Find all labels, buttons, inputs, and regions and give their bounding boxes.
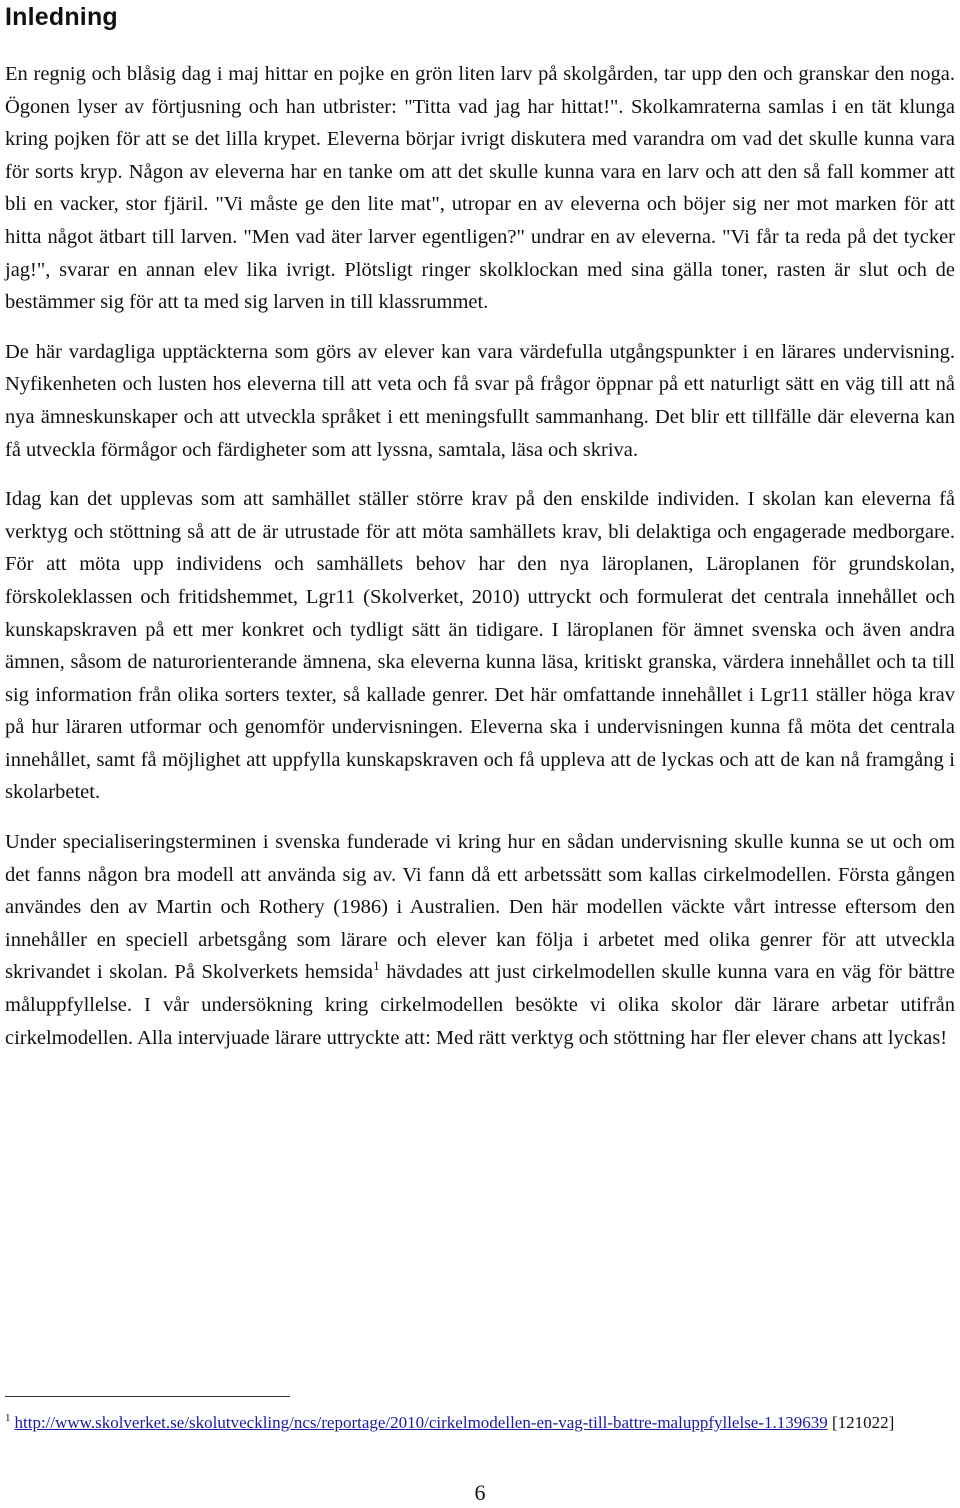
paragraph-intro-story: En regnig och blåsig dag i maj hittar en pojke en grön liten larv på skolgården, tar upp den och granskar den noga. Ögonen lyser av förtjusning och han utbrister: "Titta vad jag har hittat!". Skolkamraterna samlas i en tät klunga kring pojken för att se det lilla krypet. Eleverna börjar ivrigt diskutera med varandra om vad det skulle kunna vara för sorts kryp. Någon av eleverna har en tanke om att det skulle kunna vara en larv och att den så fall kommer att bli en vacker, stor fjäril. "Vi måste ge den lite mat", utropar en av eleverna och böjer sig ner mot marken för att hitta något ätbart till larven. "Men vad äter larver egentligen?" undrar en av eleverna. "Vi får ta reda på det tycker jag!", svarar en annan elev lika ivrigt. Plötsligt ringer skolklockan med sina gälla toner, rasten är slut och de bestämmer sig för att ta med sig larven in till klassrummet.	[5, 63, 955, 314]
paragraph-curriculum: Idag kan det upplevas som att samhället ställer större krav på den enskilde individen. I skolan kan eleverna få verktyg och stöttning så att de är utrustade för att möta samhällets krav, bli delaktiga och engagerade medborgare. För att möta upp individens och samhällets behov har den nya läroplanen, Läroplanen för grundskolan, förskoleklassen och fritidshemmet, Lgr11 (Skolverket, 2010) uttryckt och formulerat det centrala innehållet och kunskapskraven på ett mer konkret och tydligt sätt än tidigare. I läroplanen för ämnet svenska och även andra ämnen, såsom de naturorienterande ämnena, ska eleverna kunna läsa, kritiskt granska, värdera innehållet och ta till sig information från olika sorters texter, så kallade genrer. Det här omfattande innehållet i Lgr11 ställer höga krav på hur läraren utformar och genomför undervisningen. Eleverna ska i undervisningen kunna få möta det centrala innehållet, samt få möjlighet att uppfylla kunskapskraven och få uppleva att de lyckas och att de kan nå framgång i skolarbetet.	[5, 488, 955, 804]
footnote-reference[interactable]: 1	[373, 958, 380, 974]
section-heading: Inledning	[5, 3, 118, 31]
document-page	[5, 0, 955, 1432]
footnote-separator	[5, 1396, 290, 1397]
paragraph-everyday-discoveries: De här vardagliga upptäckterna som görs av elever kan vara värdefulla utgångspunkter i en lärares undervisning. Nyfikenheten och lusten hos eleverna till att veta och få svar på frågor öppnar på ett naturligt sätt en väg till att nå nya ämneskunskaper och att utveckla språket i ett meningsfullt sammanhang. Det blir ett tillfälle där eleverna kan få utveckla förmågor och färdigheter som att lyssna, samtala, läsa och skriva.	[5, 340, 955, 461]
footnote-date: [121022]	[827, 1413, 895, 1432]
footnote	[5, 1410, 955, 1435]
footnote-number: 1	[5, 1412, 11, 1425]
page-number: 6	[474, 1480, 486, 1505]
paragraph-circle-model-text-end: hävdades att just cirkelmodellen skulle kunna vara en väg för bättre måluppfyllelse. I vår undersökning kring cirkelmodellen besökte vi olika skolor där lärare arbetar utifrån cirkelmodellen. Alla intervjuade lärare uttryckte att: Med rätt verktyg och stöttning har fler elever chans att lyckas!	[5, 961, 955, 1049]
paragraph-circle-model	[5, 826, 955, 1054]
footnote-link[interactable]: http://www.skolverket.se/skolutveckling/ncs/reportage/2010/cirkelmodellen-en-vag-till-battre-maluppfyllelse-1.139639	[14, 1413, 828, 1432]
paragraph-circle-model-text-start: Under specialiseringsterminen i svenska funderade vi kring hur en sådan undervisning skulle kunna se ut och om det fanns någon bra modell att använda sig av. Vi fann då ett arbetssätt som kallas cirkelmodellen. Första gången användes den av Martin och Rothery (1986) i Australien. Den här modellen väckte vårt intresse eftersom den innehåller en speciell arbetsgång som lärare och elever kan följa i arbetet med olika genrer för att utveckla skrivandet i skolan. På Skolverkets hemsida	[5, 831, 955, 984]
